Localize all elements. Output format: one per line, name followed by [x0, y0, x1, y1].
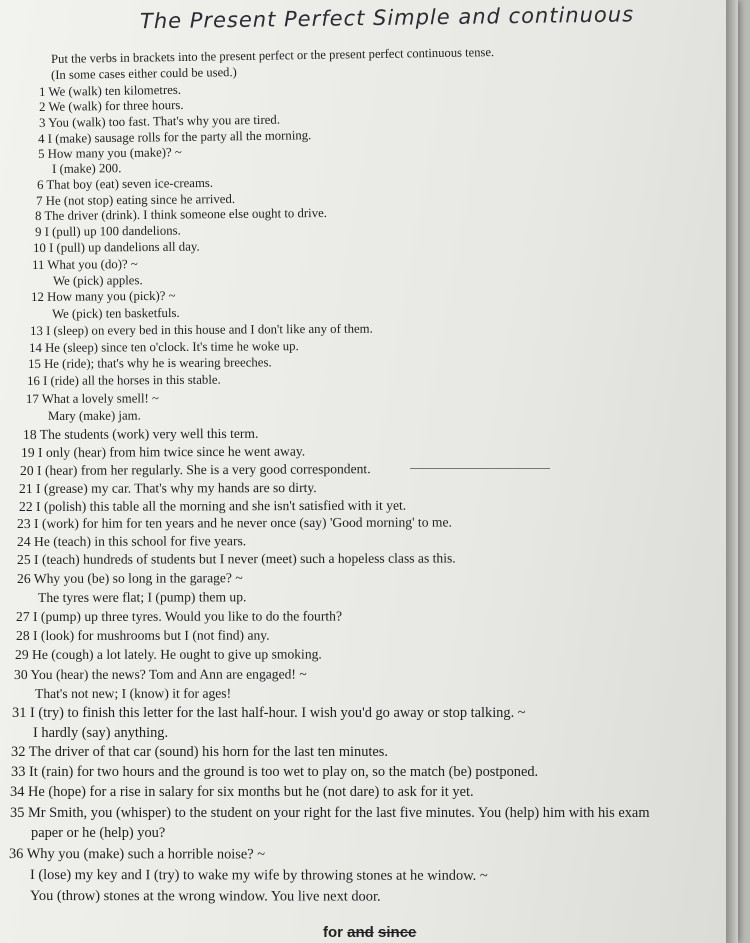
exercise-line: 6 That boy (eat) seven ice-creams. [36, 175, 214, 192]
exercise-line: 18 The students (work) very well this term. [22, 425, 259, 442]
exercise-line: 13 I (sleep) on every bed in this house and I don't like any of them. [29, 321, 373, 338]
page-edge-shadow [726, 0, 738, 943]
exercise-line: 5 How many you (make)? ~ [37, 145, 182, 161]
exercise-line: 30 You (hear) the news? Tom and Ann are engaged! ~ [13, 666, 307, 682]
exercise-line: The tyres were flat; I (pump) them up. [37, 589, 247, 605]
exercise-line: 22 I (polish) this table all the morning and she isn't satisfied with it yet. [18, 497, 407, 514]
exercise-line: 31 I (try) to finish this letter for the last half-hour. I wish you'd go away or stop talking. ~ [12, 705, 526, 721]
exercise-line: 27 I (pump) up three tyres. Would you like to do the fourth? [15, 608, 343, 624]
exercise-line: I hardly (say) anything. [33, 725, 169, 741]
exercise-line: 19 I only (hear) from him twice since he went away. [20, 443, 306, 460]
exercise-line: 34 He (hope) for a rise in salary for six months but he (not dare) to ask for it yet. [10, 784, 474, 800]
exercise-line: 14 He (sleep) since ten o'clock. It's time he woke up. [28, 339, 299, 355]
exercise-line: 36 Why you (make) such a horrible noise? ~ [8, 846, 266, 863]
exercise-line: 10 I (pull) up dandelions all day. [32, 239, 200, 255]
exercise-line: 15 He (ride); that's why he is wearing breeches. [27, 355, 272, 371]
exercise-line: 28 I (look) for mushrooms but I (not find) any. [15, 627, 270, 643]
exercise-line: That's not new; I (know) it for ages! [34, 685, 232, 701]
footer-handwritten-note [323, 924, 416, 941]
exercise-line: 2 We (walk) for three hours. [38, 97, 184, 114]
instruction-line: (In some cases either could be used.) [50, 65, 237, 82]
exercise-line: 12 How many you (pick)? ~ [30, 288, 176, 304]
exercise-line: 32 The driver of that car (sound) his horn for the last ten minutes. [11, 744, 388, 760]
exercise-line: 35 Mr Smith, you (whisper) to the student on your right for the last five minutes. You (help) him with his exam [10, 805, 650, 821]
exercise-line: We (pick) ten basketfuls. [51, 305, 180, 321]
exercise-line: 24 He (teach) in this school for five years. [16, 533, 247, 549]
exercise-line: 21 I (grease) my car. That's why my hands are so dirty. [18, 479, 317, 496]
exercise-line: 20 I (hear) from her regularly. She is a very good correspondent. [19, 461, 371, 478]
exercise-line: 16 I (ride) all the horses in this stable. [26, 372, 221, 388]
exercise-line: 26 Why you (be) so long in the garage? ~ [16, 570, 243, 586]
exercise-line: We (pick) apples. [52, 273, 143, 288]
exercise-line: 25 I (teach) hundreds of students but I never (meet) such a hopeless class as this. [16, 550, 456, 567]
instruction-line: Put the verbs in brackets into the present perfect or the present perfect continuous tense. [50, 45, 495, 66]
footer-word-and: and [347, 924, 374, 941]
page-title: The Present Perfect Simple and continuous [139, 2, 635, 34]
exercise-line: I (make) 200. [51, 161, 122, 176]
footer-word-for: for [323, 924, 343, 941]
footer-word-since: since [378, 924, 417, 941]
exercise-line: 4 I (make) sausage rolls for the party all the morning. [37, 128, 312, 146]
exercise-line: 17 What a lovely smell! ~ [25, 391, 159, 406]
exercise-line: 23 I (work) for him for ten years and he never once (say) 'Good morning' to me. [16, 514, 452, 531]
exercise-line: You (throw) stones at the wrong window. You live next door. [29, 888, 381, 905]
exercise-line: 8 The driver (drink). I think someone else ought to drive. [34, 205, 328, 223]
exercise-line: 7 He (not stop) eating since he arrived. [35, 191, 236, 208]
exercise-line: paper or he (help) you? [31, 825, 166, 841]
exercise-line: 29 He (cough) a lot lately. He ought to give up smoking. [14, 646, 322, 662]
exercise-line: 9 I (pull) up 100 dandelions. [34, 223, 181, 239]
exercise-line: 11 What you (do)? ~ [31, 257, 138, 272]
exercise-line: I (lose) my key and I (try) to wake my wife by throwing stones at he window. ~ [29, 867, 488, 884]
exercise-line: 33 It (rain) for two hours and the ground is too wet to play on, so the match (be) postponed. [11, 764, 539, 780]
exercise-line: Mary (make) jam. [47, 408, 141, 423]
exercise-line: 1 We (walk) ten kilometres. [38, 82, 182, 99]
exercise-line: 3 You (walk) too fast. That's why you are tired. [38, 112, 281, 130]
